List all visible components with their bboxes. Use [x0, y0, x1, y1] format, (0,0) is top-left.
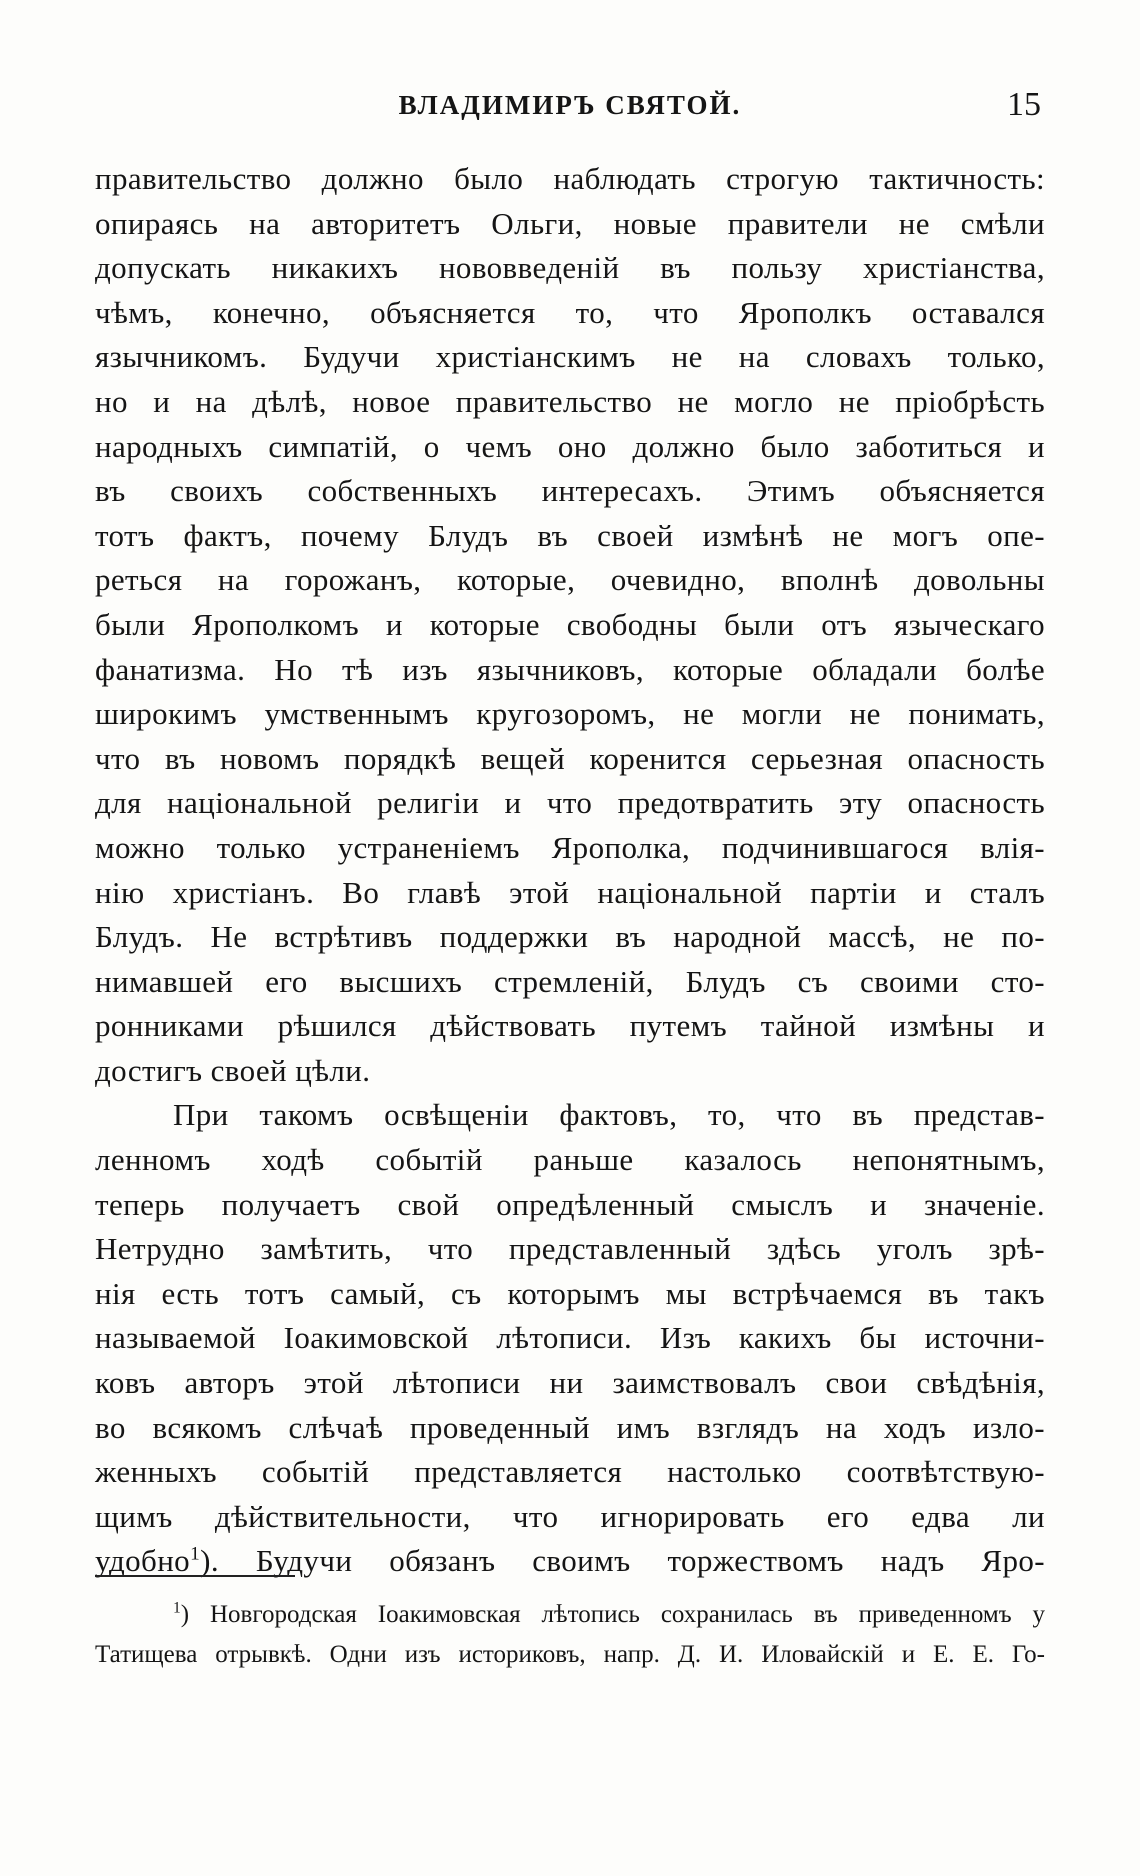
text-line: ленномъ ходѣ событій раньше казалось непонятнымъ, — [95, 1142, 1045, 1178]
text-line: можно только устраненіемъ Ярополка, подчинившагося влія- — [95, 829, 1045, 865]
text-line: нія есть тотъ самый, съ которымъ мы встрѣчаемся въ такъ — [95, 1275, 1045, 1311]
text-line: ковъ авторъ этой лѣтописи ни заимствовалъ свои свѣдѣнія, — [95, 1365, 1045, 1401]
text-line: При такомъ освѣщеніи фактовъ, то, что въ представ- — [173, 1097, 1045, 1133]
footnotes — [95, 1595, 1045, 1675]
text-line: правительство должно было наблюдать строгую тактичность: — [95, 161, 1045, 196]
text-fragment: удобно — [95, 1543, 191, 1579]
text-line: были Ярополкомъ и которые свободны были отъ языческаго — [95, 606, 1045, 642]
footnote-reference[interactable]: 1 — [190, 1544, 201, 1566]
text-line: называемой Іоакимовской лѣтописи. Изъ какихъ бы источни- — [95, 1320, 1045, 1356]
page-number: 15 — [1007, 86, 1041, 123]
text-line: Нетрудно замѣтить, что представленный здѣсь уголъ зрѣ- — [95, 1231, 1045, 1267]
text-fragment: ). Будучи обязанъ своимъ торжествомъ надъ Яро- — [200, 1543, 1045, 1579]
text-line: реться на горожанъ, которые, очевидно, вполнѣ довольны — [95, 562, 1045, 598]
text-line: опираясь на авторитетъ Ольги, новые правители не смѣли — [95, 205, 1045, 241]
text-line: въ своихъ собственныхъ интересахъ. Этимъ объясняется — [95, 473, 1045, 509]
text-line: чѣмъ, конечно, объясняется то, что Ярополкъ оставался — [95, 294, 1045, 330]
text-line: теперь получаетъ свой опредѣленный смыслъ и значеніе. — [95, 1186, 1045, 1222]
text-line: во всякомъ слѣчаѣ проведенный имъ взглядъ на ходъ изло- — [95, 1409, 1045, 1445]
text-line: широкимъ умственнымъ кругозоромъ, не могли не понимать, — [95, 696, 1045, 732]
running-head — [95, 86, 1045, 130]
text-line: язычникомъ. Будучи христіанскимъ не на словахъ только, — [95, 339, 1045, 375]
text-line: Блудъ. Не встрѣтивъ поддержки въ народной массѣ, не по- — [95, 919, 1045, 955]
footnote-line: Татищева отрывкѣ. Одни изъ историковъ, напр. Д. И. Иловайскій и Е. Е. Го- — [95, 1641, 1045, 1668]
paragraph-1 — [95, 157, 1045, 1093]
footnote-text: ) Новгородская Іоакимовская лѣтопись сохранилась въ приведенномъ у — [180, 1601, 1045, 1628]
text-line: фанатизма. Но тѣ изъ язычниковъ, которые обладали болѣе — [95, 651, 1045, 687]
text-line-with-footnote — [95, 1539, 1045, 1584]
footnote-line — [95, 1595, 1045, 1635]
text-line: народныхъ симпатій, о чемъ оно должно было заботиться и — [95, 428, 1045, 464]
body-text — [95, 157, 1045, 1584]
text-line: тотъ фактъ, почему Блудъ въ своей измѣнѣ не могъ опе- — [95, 517, 1045, 553]
text-line: ронниками рѣшился дѣйствовать путемъ тайной измѣны и — [95, 1008, 1045, 1044]
text-line: достигъ своей цѣли. — [95, 1052, 371, 1088]
text-line: для національной религіи и что предотвратить эту опасность — [95, 785, 1045, 821]
text-line: но и на дѣлѣ, новое правительство не могло не пріобрѣсть — [95, 383, 1045, 419]
text-line: что въ новомъ порядкѣ вещей коренится серьезная опасность — [95, 740, 1045, 776]
text-line: нію христіанъ. Во главѣ этой національной партіи и сталъ — [95, 874, 1045, 910]
running-title: ВЛАДИМИРЪ СВЯТОЙ. — [398, 90, 742, 120]
text-line: щимъ дѣйствительности, что игнорировать его едва ли — [95, 1498, 1045, 1534]
paragraph-2 — [95, 1093, 1045, 1584]
footnote-divider — [95, 1575, 295, 1577]
text-line: допускать никакихъ нововведеній въ пользу христіанства, — [95, 250, 1045, 286]
text-line: нимавшей его высшихъ стремленій, Блудъ съ своими сто- — [95, 963, 1045, 999]
text-line: женныхъ событій представляется настолько соотвѣтствую- — [95, 1454, 1045, 1490]
footnote-marker: 1 — [173, 1599, 181, 1617]
